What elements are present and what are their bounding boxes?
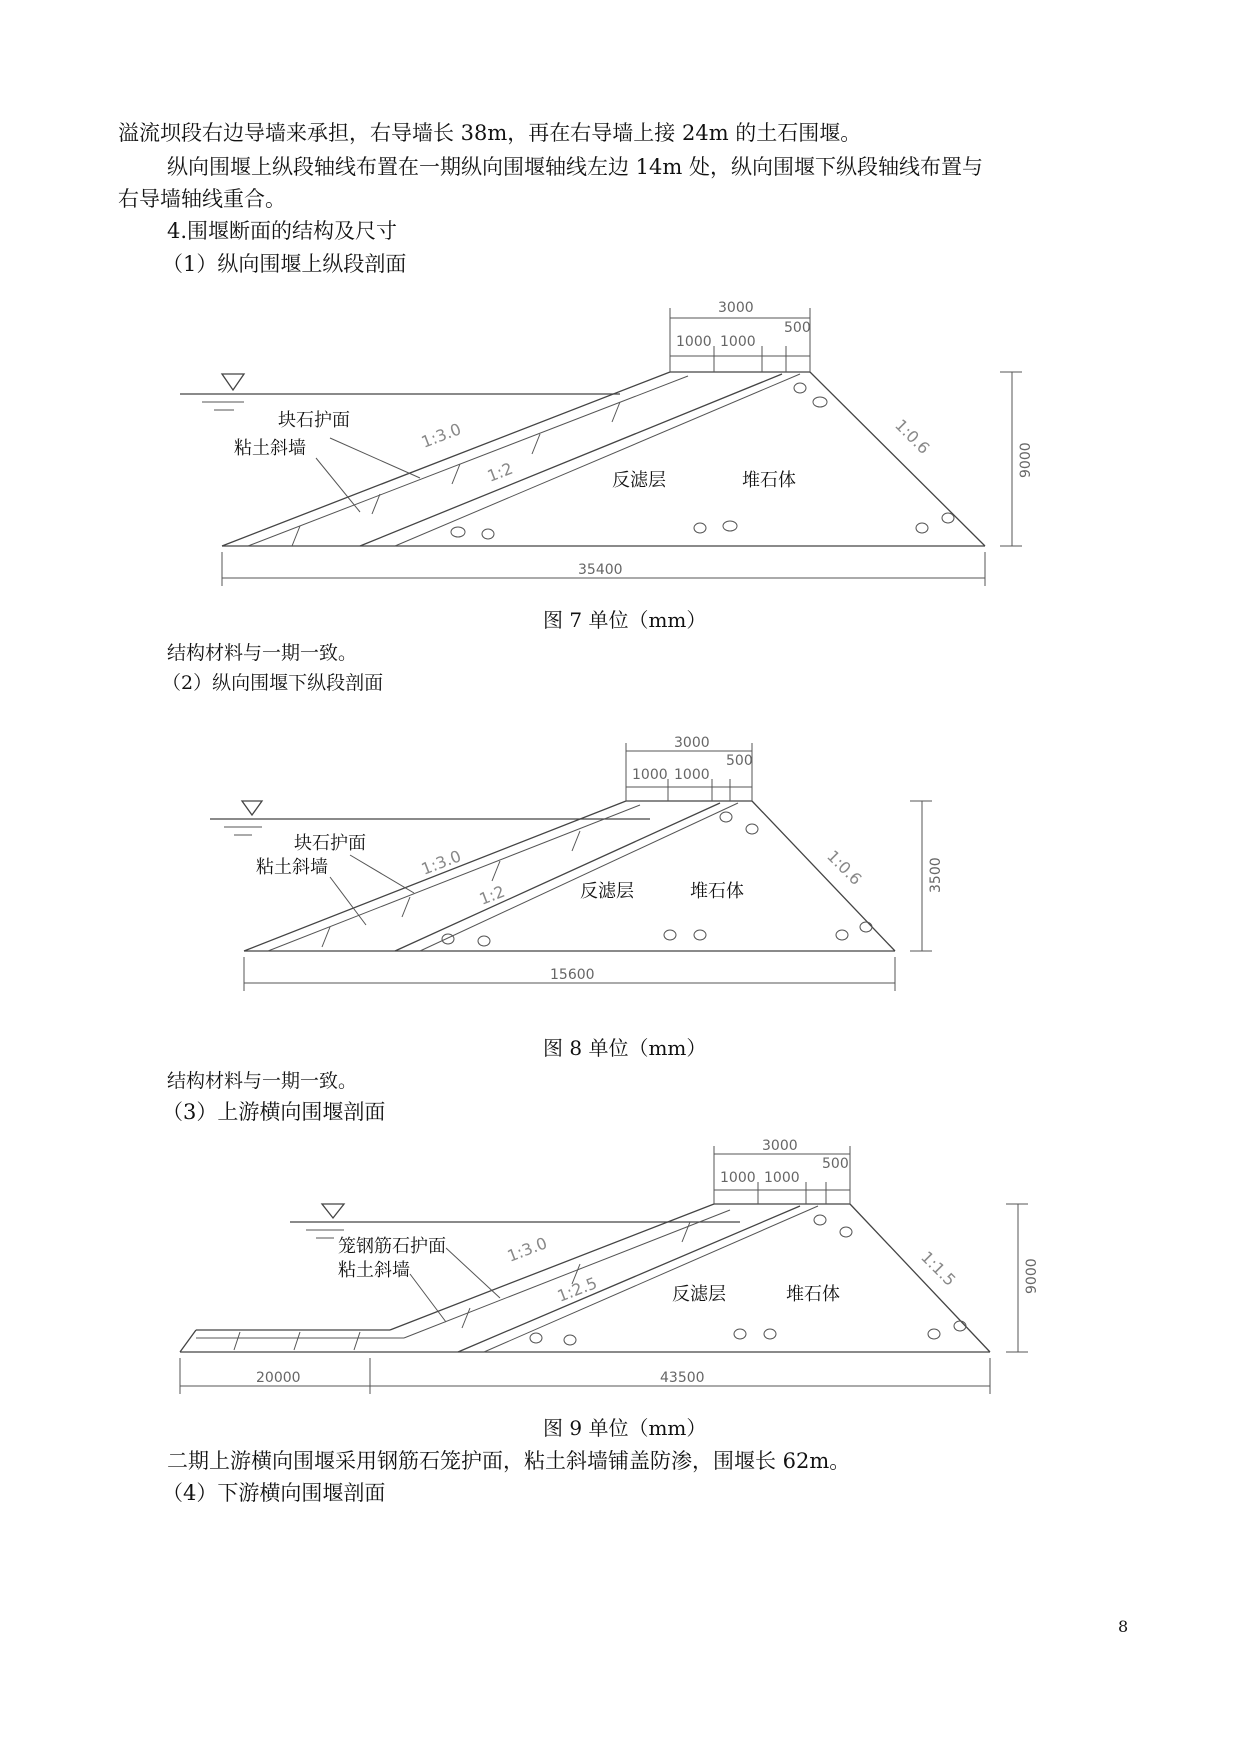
dim-base: 15600 [550,967,595,983]
slope-upstream: 1:3.0 [418,419,464,452]
subheading-4: （4）下游横向围堰剖面 [162,1481,386,1505]
water-level-icon [242,801,262,815]
figure-7-caption: 图 7 单位（mm） [543,608,707,632]
dim-base: 43500 [660,1370,705,1386]
label-clay: 粘土斜墙 [256,857,328,878]
slope-inner: 1:2 [484,458,516,486]
note-2: 结构材料与一期一致。 [167,1070,358,1092]
paragraph-line-2: 纵向围堰上纵段轴线布置在一期纵向围堰轴线左边 14m 处，纵向围堰下纵段轴线布置与 [167,155,983,179]
label-armor: 块石护面 [294,833,366,854]
downstream-slope [752,801,895,951]
slope-inner: 1:2 [476,881,508,909]
paragraph-line-3: 右导墙轴线重合。 [118,187,286,211]
subheading-1: （1）纵向围堰上纵段剖面 [162,252,407,276]
label-fill: 堆石体 [690,881,744,902]
figure-8-diagram [0,735,1241,1025]
subheading-2: （2）纵向围堰下纵段剖面 [162,672,384,694]
slope-downstream: 1:1.5 [917,1247,960,1290]
figure-9-caption: 图 9 单位（mm） [543,1416,707,1440]
label-armor: 笼钢筋石护面 [338,1236,446,1257]
downstream-slope [810,372,985,546]
dim-seg-c: 500 [726,753,753,769]
dim-seg-a: 1000 [632,767,668,783]
downstream-slope [850,1204,990,1352]
label-clay: 粘土斜墙 [338,1260,410,1281]
label-clay: 粘土斜墙 [234,438,306,459]
filter-line [360,374,782,546]
figure-9-diagram [0,1138,1241,1428]
figure-7-diagram [0,290,1241,610]
label-filter: 反滤层 [672,1284,726,1305]
label-armor: 块石护面 [278,410,350,431]
dim-height: 9000 [1024,1258,1040,1294]
slope-upstream: 1:3.0 [504,1233,550,1266]
slope-downstream: 1:0.6 [891,415,934,458]
dim-top-width: 3000 [674,735,710,751]
label-filter: 反滤层 [612,470,666,491]
dim-seg-c: 500 [822,1156,849,1172]
water-level-icon [222,374,244,390]
dim-base-left: 20000 [256,1370,301,1386]
dim-seg-b: 1000 [764,1170,800,1186]
note-1: 结构材料与一期一致。 [167,642,358,664]
figure-8-caption: 图 8 单位（mm） [543,1036,707,1060]
water-level-icon [322,1204,344,1218]
dim-seg-a: 1000 [720,1170,756,1186]
dim-seg-a: 1000 [676,334,712,350]
label-filter: 反滤层 [580,881,634,902]
dim-seg-b: 1000 [720,334,756,350]
subheading-3: （3）上游横向围堰剖面 [162,1100,386,1124]
upstream-slope [390,1204,714,1330]
paragraph-line-1: 溢流坝段右边导墙来承担，右导墙长 38m，再在右导墙上接 24m 的土石围堰。 [118,121,862,145]
dim-seg-b: 1000 [674,767,710,783]
note-3: 二期上游横向围堰采用钢筋石笼护面，粘土斜墙铺盖防渗，围堰长 62m。 [167,1449,851,1473]
dim-height: 3500 [928,857,944,893]
label-fill: 堆石体 [786,1284,840,1305]
slope-upstream: 1:3.0 [418,846,464,879]
section-heading: 4.围堰断面的结构及尺寸 [167,219,398,243]
upstream-slope [222,372,670,546]
label-fill: 堆石体 [742,470,796,491]
dim-seg-c: 500 [784,320,811,336]
slope-downstream: 1:0.6 [823,846,866,889]
slope-inner: 1:2.5 [554,1273,600,1306]
page-number: 8 [1118,1617,1129,1636]
dim-top-width: 3000 [718,300,754,316]
dim-base: 35400 [578,562,623,578]
dim-height: 9000 [1018,442,1034,478]
dim-top-width: 3000 [762,1138,798,1154]
